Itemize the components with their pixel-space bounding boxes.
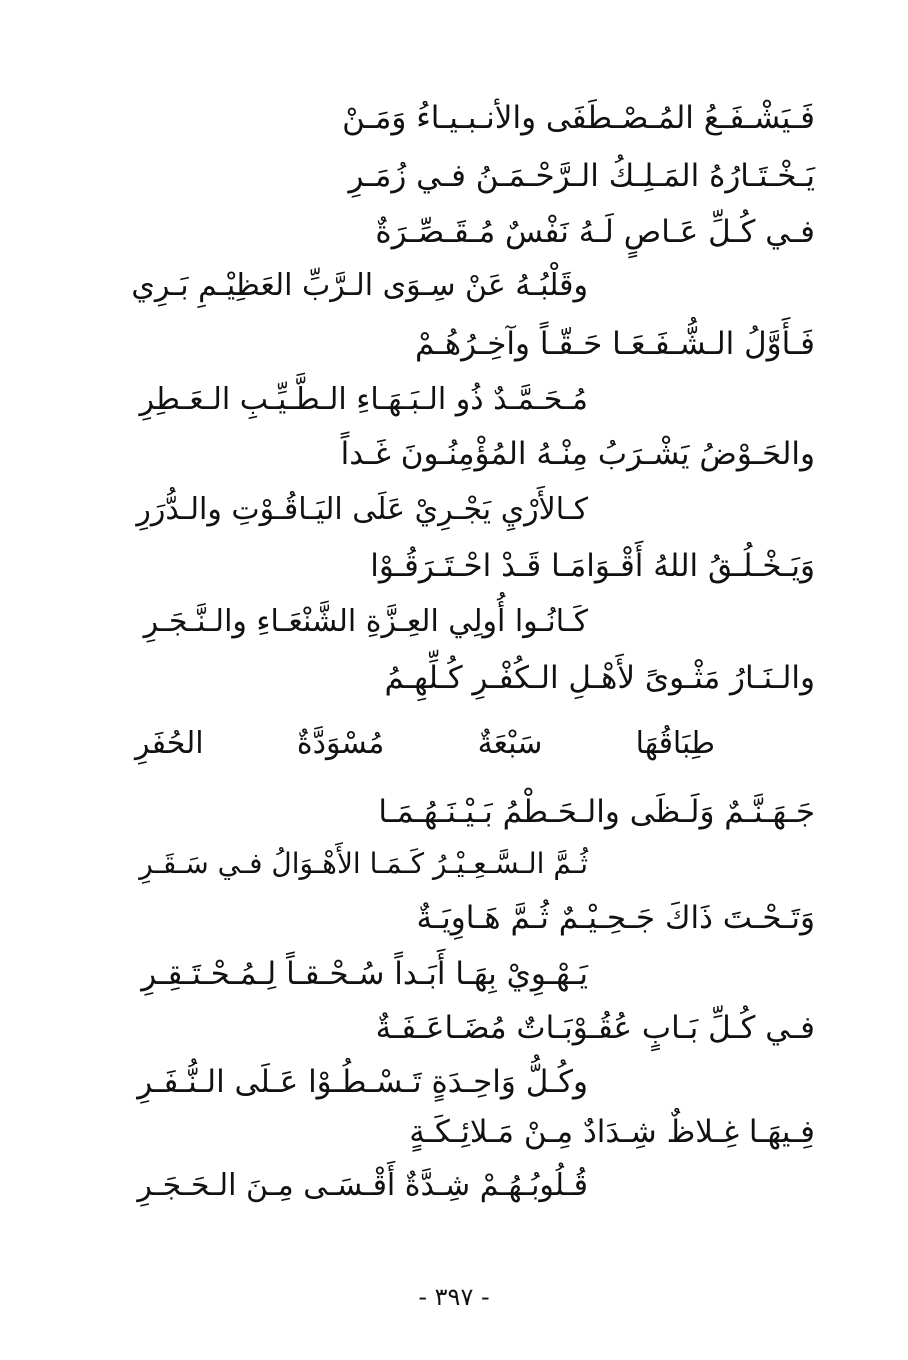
verse-7-second-hemistich: ثُـمَّ الـسَّـعِـيْـرُ كَـمَـا الأَهْـوَالُ فـي سَـقَـرِ	[139, 847, 588, 880]
verse-5-first-hemistich: وَيَـخْـلُـقُ اللهُ أَقْـوَامَـا قَـدْ احْـتَـرَقُـوْا	[370, 548, 815, 584]
verse-9-first-hemistich: فـي كُـلِّ بَـابٍ عُقُـوْبَـاتٌ مُضَـاعَـفَـةٌ	[375, 1010, 815, 1046]
split-hemistich-line	[135, 722, 715, 766]
split-word-4: الحُفَرِ	[135, 726, 204, 761]
split-word-2: سَبْعَةٌ	[477, 726, 543, 761]
verse-8-second-hemistich: يَـهْـوِيْ بِهَـا أَبَـداً سُـحْـقـاً لِـمُـحْـتَـقِـرِ	[141, 956, 588, 992]
verse-3-second-hemistich: مُـحَـمَّـدٌ ذُو الـبَـهَـاءِ الـطَّـيِّـبِ الـعَـطِرِ	[139, 382, 588, 417]
verse-5-second-hemistich: كَـانُـوا أُولِي العِـزَّةِ الشَّنْعَـاءِ والـنَّـجَـرِ	[143, 604, 588, 639]
verse-3-first-hemistich: فَـأَوَّلُ الـشُّـفَـعَـا حَـقّـاً وآخِـرُهُـمْ	[415, 326, 815, 362]
verse-1-first-hemistich: فَـيَشْـفَـعُ المُـصْـطَفَى والأنـبـيـاءُ وَمَـنْ	[342, 100, 815, 136]
split-word-3: مُسْوَدَّةٌ	[296, 726, 385, 761]
verse-4-second-hemistich: كـالأَرْيِ يَجْـرِيْ عَلَى اليَـاقُـوْتِ والـدُّرَرِ	[136, 492, 588, 527]
split-word-1: طِبَاقُهَا	[635, 726, 715, 761]
verse-8-first-hemistich: وَتَـحْـتَ ذَاكَ جَـحِـيْـمٌ ثُـمَّ هَـاوِيَـةٌ	[416, 900, 815, 936]
verse-2-first-hemistich: فـي كُـلِّ عَـاصٍ لَـهُ نَفْسٌ مُـقَـصِّـرَةٌ	[375, 214, 815, 250]
page-number: - ٣٩٧ -	[418, 1283, 490, 1311]
verse-1-second-hemistich: يَـخْـتَـارُهُ المَـلِـكُ الـرَّحْـمَـنُ فـي زُمَـرِ	[348, 158, 815, 194]
verse-10-second-hemistich: قُـلُوبُـهُـمْ شِـدَّةٌ أَقْـسَـى مِـنَ الـحَـجَـرِ	[137, 1168, 588, 1203]
verse-10-first-hemistich: فِـيهَـا غِـلاظٌ شِـدَادٌ مِـنْ مَـلائِـكَـةٍ	[409, 1114, 815, 1150]
verse-6-first-hemistich: والـنَـارُ مَثْـوىً لأَهْـلِ الـكُفْـرِ كُـلِّهِـمُ	[384, 660, 815, 696]
verse-4-first-hemistich: والحَـوْضُ يَشْـرَبُ مِنْـهُ المُؤْمِنُـونَ غَـداً	[340, 436, 815, 472]
verse-9-second-hemistich: وكُـلُّ وَاحِـدَةٍ تَـسْـطُـوْا عَـلَى الـنُّـفَـرِ	[137, 1064, 588, 1100]
verse-7-first-hemistich: جَـهَـنَّـمٌ وَلَـظَى والـحَـطْمُ بَـيْـنَـهُـمَـا	[378, 794, 815, 830]
verse-2-second-hemistich: وقَلْبُـهُ عَنْ سِـوَى الـرَّبِّ العَظِيْـمِ بَـرِي	[131, 268, 588, 303]
